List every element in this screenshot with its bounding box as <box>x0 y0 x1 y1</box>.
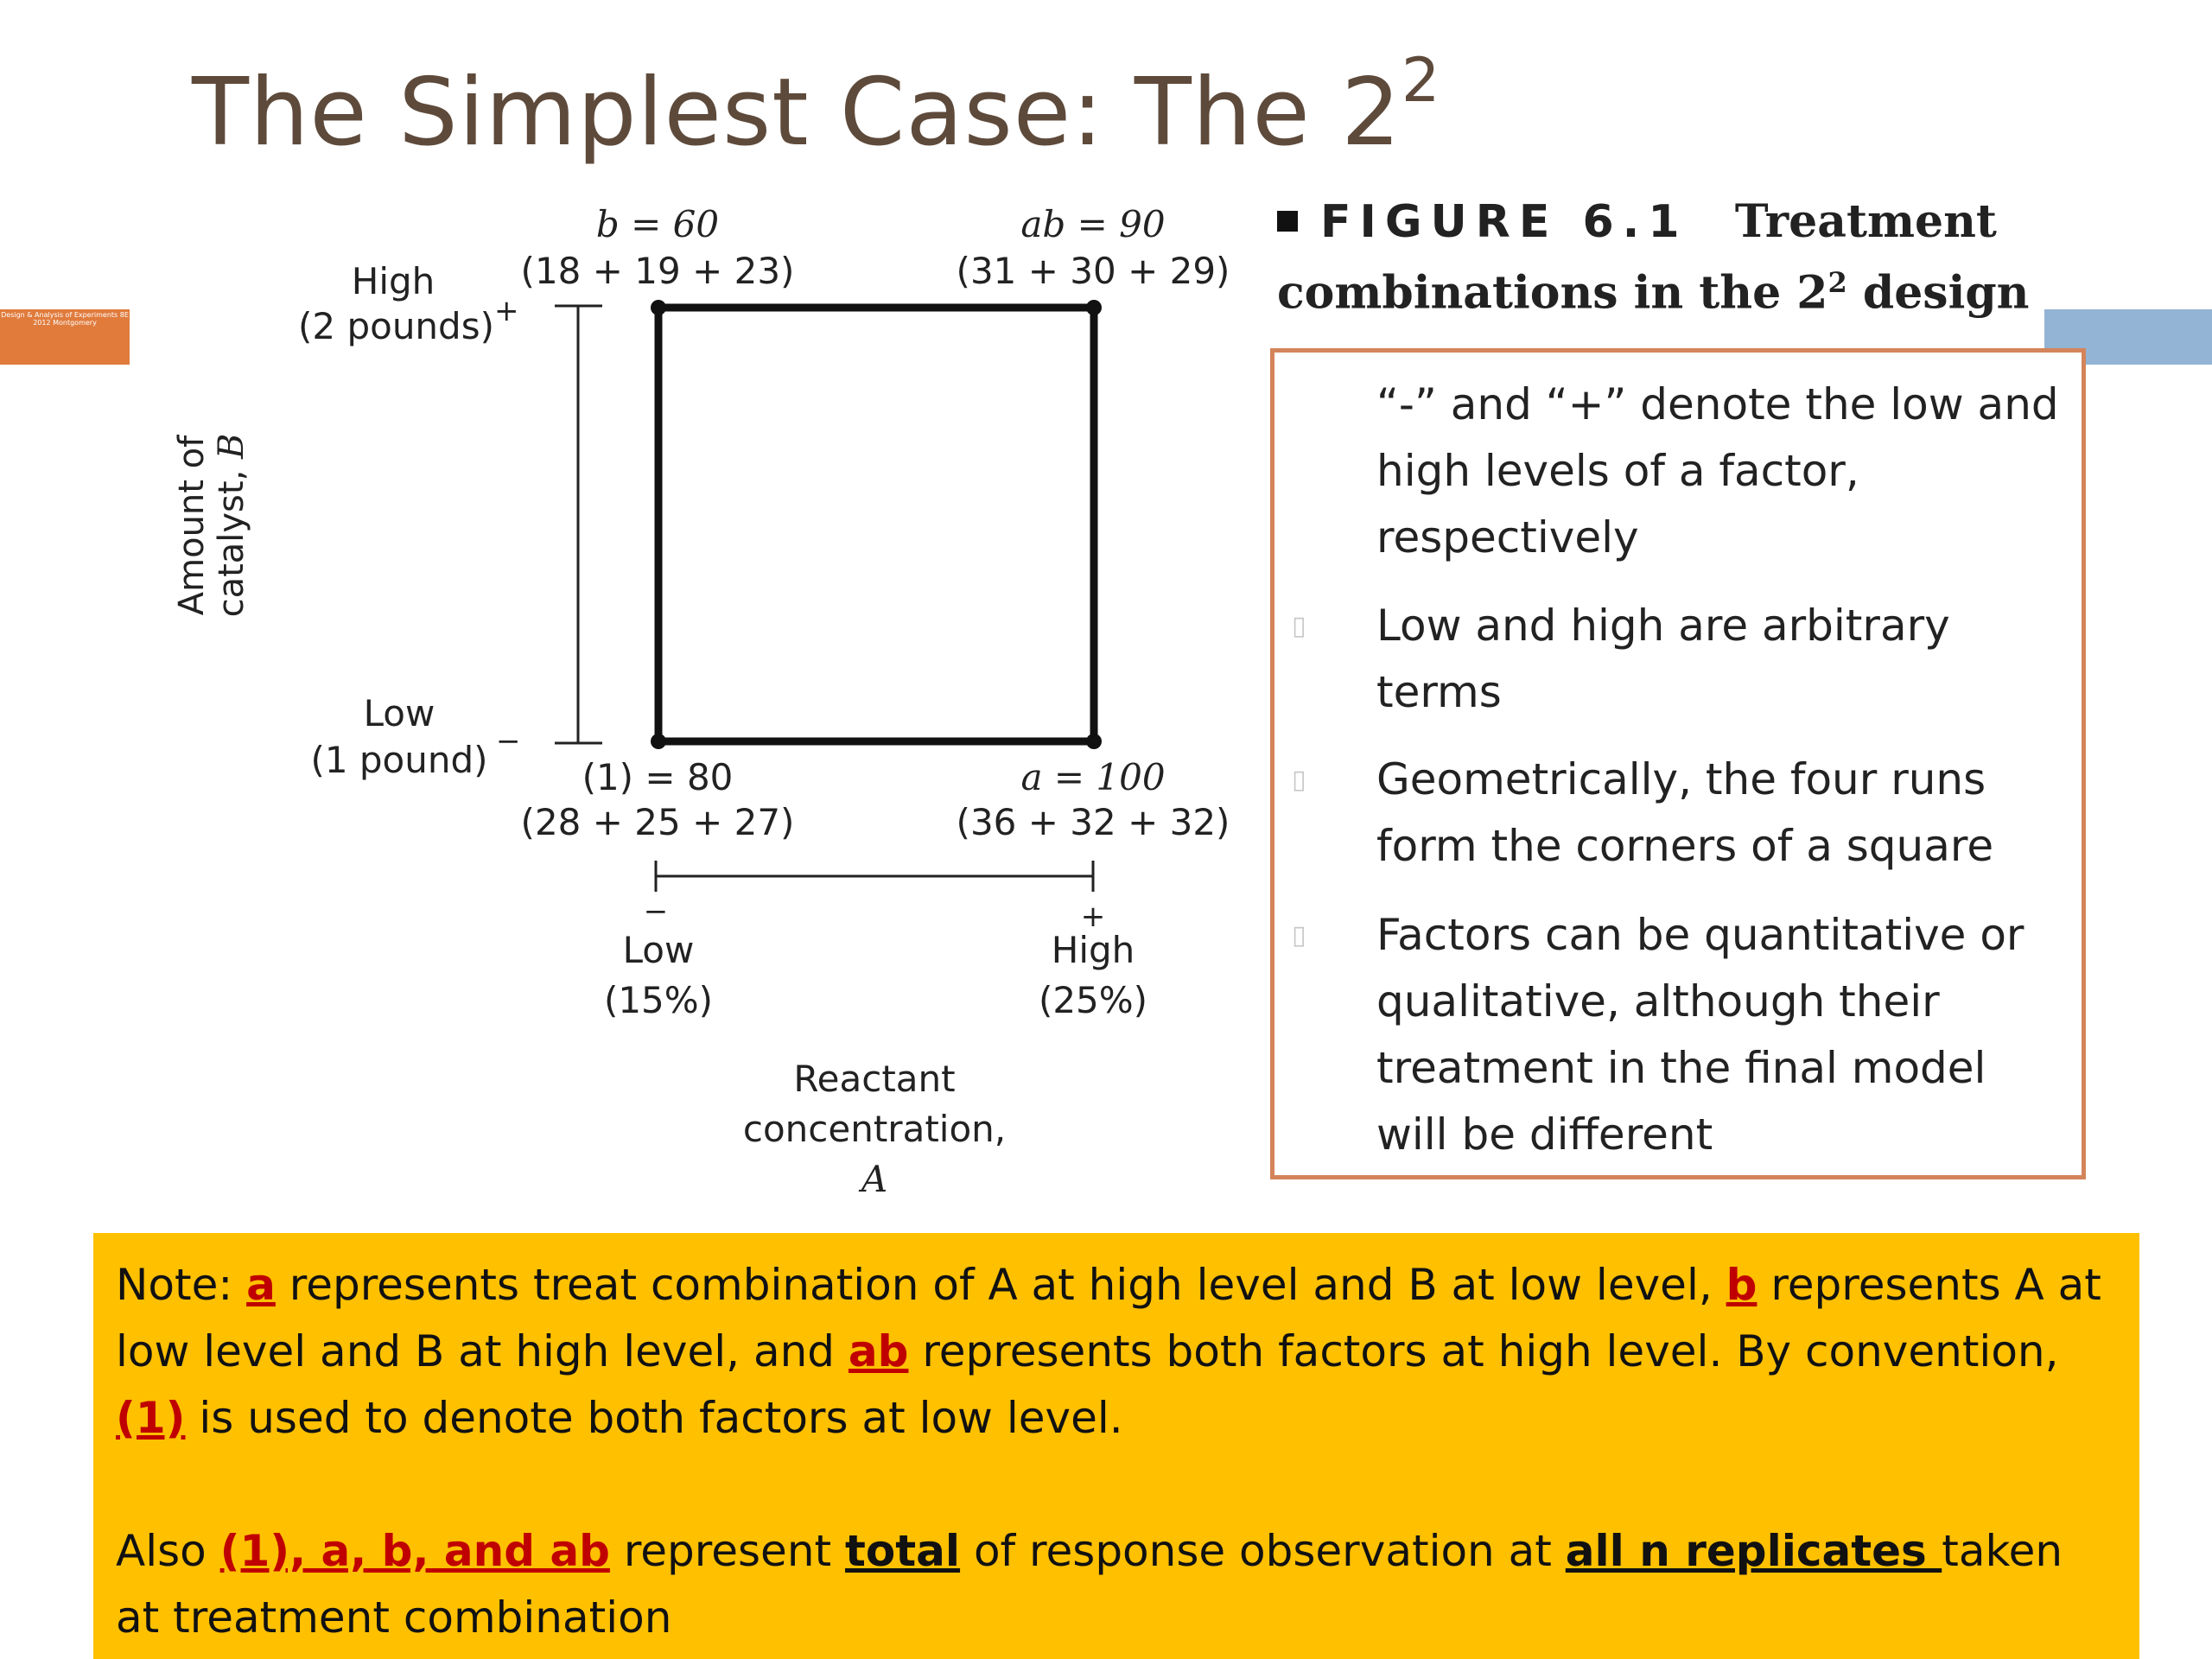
corner-ab-eq: ab = 90 <box>1020 203 1166 245</box>
note-item: ▯ Factors can be quantitative or qualitative, although their treatment in the final model will be different <box>1376 902 2068 1168</box>
totals-note-paragraph: Also (1), a, b, and ab represent total of response observation at all n replicates taken at treatment combination <box>116 1526 2063 1643</box>
corner-a-sum: (36 + 32 + 32) <box>956 801 1230 843</box>
convention-note-paragraph: Note: a represents treat combination of A at high level and B at low level, b represents A at low level and B at high level, and ab represents both factors at high level. By convention, (1) is used to denote both factors at low level. <box>116 1260 2101 1443</box>
design-square <box>658 308 1094 741</box>
a-high-sign: + <box>1080 899 1106 934</box>
term-a: a <box>246 1260 276 1310</box>
figure-caption: FIGURE 6.1 Treatment combinations in the $2^2$ design <box>1277 195 2030 320</box>
term-list: (1), a, b, and ab <box>219 1526 610 1576</box>
b-high-sign: + <box>494 294 519 328</box>
note-item: ▯ Geometrically, the four runs form the corners of a square <box>1376 747 2068 880</box>
note-item: ▯ Low and high are arbitrary terms <box>1376 593 2068 726</box>
corner-one-eq: (1) = 80 <box>582 756 734 798</box>
title-superscript: 2 <box>1401 45 1441 116</box>
b-high-label: High (2 pounds) <box>298 260 494 347</box>
term-total: total <box>845 1526 961 1576</box>
b-low-unit: (1 pound) <box>310 739 488 781</box>
corner-a-label <box>957 757 1230 843</box>
bullet-icon: ▯ <box>1292 765 1306 795</box>
corner-ab-point <box>1086 300 1102 315</box>
caption-square-icon <box>1277 211 1298 232</box>
corner-a-eq: a = 100 <box>1020 756 1166 798</box>
corner-a-point <box>1086 734 1102 749</box>
slide-title: The Simplest Case: The $2^2$ <box>192 45 1441 167</box>
term-one: (1) <box>116 1393 186 1443</box>
corner-b-sum: (18 + 19 + 23) <box>520 250 795 292</box>
corner-b-point <box>651 300 666 315</box>
b-axis-name: Amount of catalyst, B <box>172 433 251 618</box>
corner-b-label <box>521 204 795 292</box>
notes-box <box>1270 348 2086 1179</box>
b-high-unit: (2 pounds) <box>298 305 494 347</box>
figure-number: FIGURE 6.1 <box>1320 196 1688 248</box>
corner-ab-label <box>957 204 1230 292</box>
term-b: b <box>1726 1260 1758 1310</box>
a-axis-name: Reactant concentration, A <box>742 1058 1007 1200</box>
b-low-label: Low (1 pound) <box>304 693 494 781</box>
b-low-sign: − <box>496 724 521 759</box>
corner-ab-sum: (31 + 30 + 29) <box>956 250 1230 292</box>
term-all-replicates: all n replicates <box>1565 1526 1942 1576</box>
bullet-icon: ▯ <box>1292 611 1306 641</box>
a-low-sign: − <box>643 894 669 929</box>
a-high-label: High (25%) <box>1038 929 1148 1021</box>
a-low-unit: (15%) <box>603 979 714 1021</box>
corner-one-label <box>521 757 795 843</box>
course-logo: Design & Analysis of Experiments 8E 2012 Montgomery <box>0 309 130 365</box>
note-item: “-” and “+” denote the low and high levels of a factor, respectively <box>1376 379 2059 563</box>
corner-one-point <box>651 734 666 749</box>
corner-b-eq: b = 60 <box>595 203 720 245</box>
bullet-icon: ▯ <box>1292 920 1306 950</box>
a-high-unit: (25%) <box>1038 979 1148 1021</box>
a-low-label: Low (15%) <box>603 929 714 1021</box>
corner-one-sum: (28 + 25 + 27) <box>520 801 795 843</box>
convention-note-box <box>93 1233 2139 1659</box>
term-ab: ab <box>848 1326 909 1376</box>
